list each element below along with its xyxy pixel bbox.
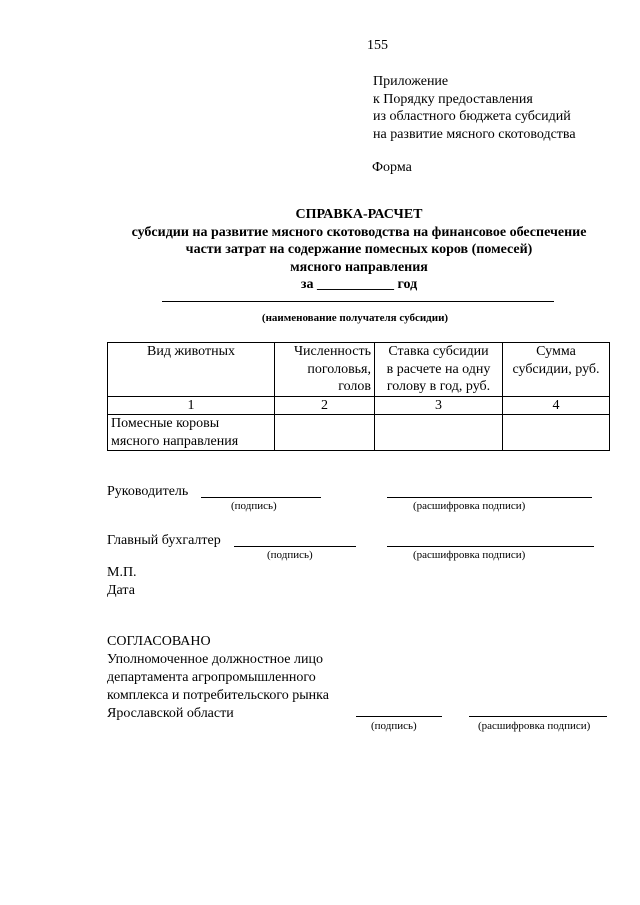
row-count-cell[interactable] <box>275 415 375 451</box>
page-number: 155 <box>367 38 388 53</box>
title-heading: СПРАВКА-РАСЧЕТ <box>295 207 423 222</box>
chief-accountant-signature-caption: (подпись) <box>267 549 313 561</box>
approval-block <box>107 633 329 723</box>
table-row <box>108 415 610 451</box>
recipient-caption: (наименование получателя субсидии) <box>261 312 449 324</box>
date-label: Дата <box>107 583 135 598</box>
title-line: части затрат на содержание помесных коров (помесей) <box>185 242 533 257</box>
form-label: Форма <box>372 160 412 175</box>
approval-decoding-caption: (расшифровка подписи) <box>478 720 591 732</box>
title-line: субсидии на развитие мясного скотоводства на финансовое обеспечение <box>131 224 587 240</box>
head-signature-line[interactable] <box>201 497 321 498</box>
chief-accountant-decoding-caption: (расшифровка подписи) <box>413 549 526 561</box>
header-cell-rate: Ставка субсидии в расчете на одну голову в год, руб. <box>375 343 503 397</box>
approval-decoding-line[interactable] <box>469 716 607 717</box>
header-cell-headcount: Численность поголовья, голов <box>275 343 375 397</box>
appendix-note <box>373 73 576 143</box>
head-decoding-line[interactable] <box>387 497 592 498</box>
approval-line: департамента агропромышленного <box>107 670 316 685</box>
title-period <box>0 276 640 294</box>
head-label: Руководитель <box>107 484 189 499</box>
appendix-line: из областного бюджета субсидий <box>373 109 571 124</box>
head-decoding-caption: (расшифровка подписи) <box>413 500 526 512</box>
approval-line: Уполномоченное должностное лицо <box>107 652 323 667</box>
stamp-label: М.П. <box>107 565 137 580</box>
period-blank: ___________ <box>316 277 394 292</box>
appendix-line: к Порядку предоставления <box>373 91 533 107</box>
approval-heading: СОГЛАСОВАНО <box>107 634 211 649</box>
appendix-line: Приложение <box>373 74 449 89</box>
row-animal-type: Помесные коровы мясного направления <box>108 415 275 451</box>
approval-line: Ярославской области <box>107 706 234 721</box>
column-number: 3 <box>375 396 503 415</box>
title-line: мясного направления <box>290 259 428 275</box>
head-signature-caption: (подпись) <box>231 500 277 512</box>
appendix-line: на развитие мясного скотоводства <box>373 126 576 142</box>
period-suffix: год <box>397 277 418 292</box>
row-sum-cell[interactable] <box>503 415 610 451</box>
calculation-table <box>107 342 610 451</box>
chief-accountant-signature-line[interactable] <box>234 546 356 547</box>
chief-accountant-decoding-line[interactable] <box>387 546 594 547</box>
approval-signature-line[interactable] <box>356 716 442 717</box>
chief-accountant-label: Главный бухгалтер <box>107 533 221 548</box>
table-number-row <box>108 396 610 415</box>
header-cell-animal-type: Вид животных <box>108 343 275 397</box>
column-number: 4 <box>503 396 610 415</box>
period-prefix: за <box>300 277 314 292</box>
document-title <box>0 206 640 294</box>
column-number: 1 <box>108 396 275 415</box>
header-cell-sum: Сумма субсидии, руб. <box>503 343 610 397</box>
row-rate-cell[interactable] <box>375 415 503 451</box>
approval-signature-caption: (подпись) <box>371 720 417 732</box>
column-number: 2 <box>275 396 375 415</box>
approval-line: комплекса и потребительского рынка <box>107 688 329 703</box>
table-header-row <box>108 343 610 397</box>
recipient-line <box>162 301 554 302</box>
